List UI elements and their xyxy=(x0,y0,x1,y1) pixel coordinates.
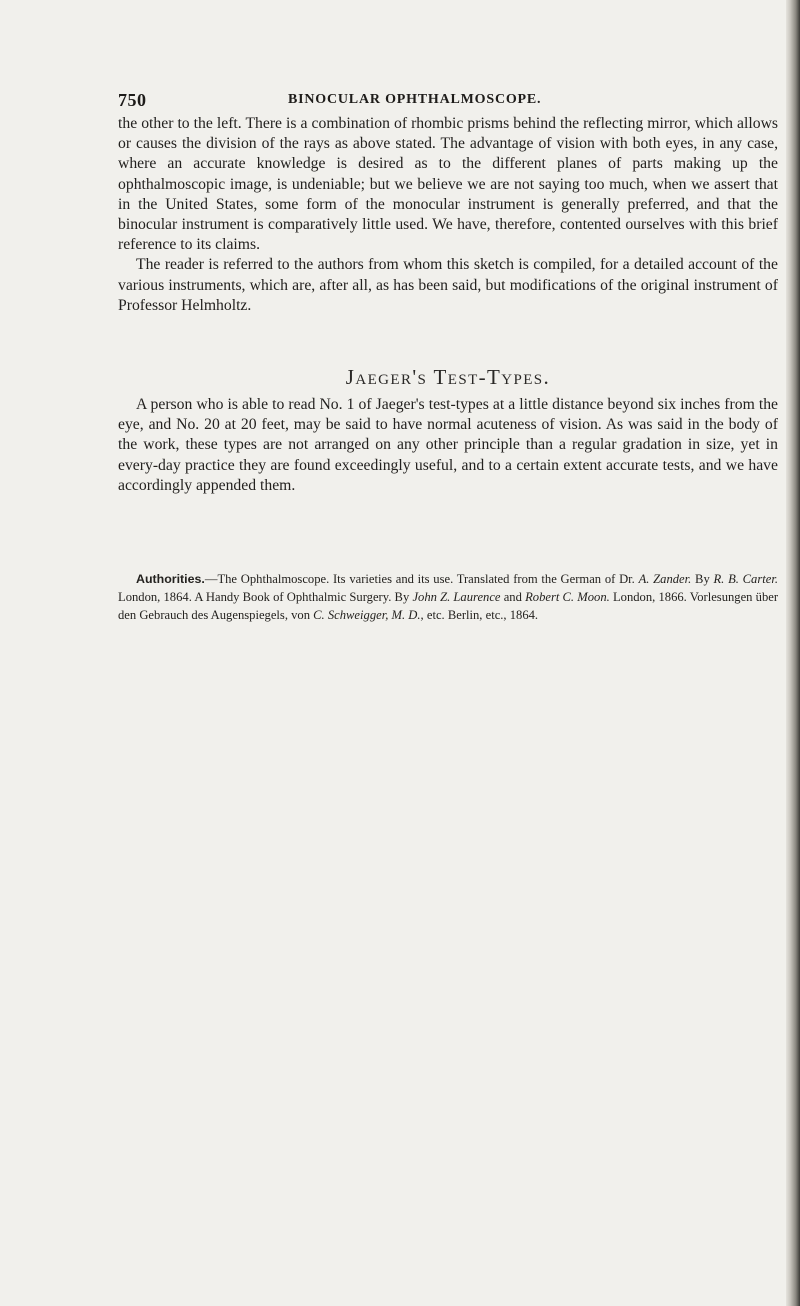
authorities-paragraph xyxy=(118,571,778,624)
page-edge-shadow xyxy=(786,0,800,1306)
paragraph-test-types: A person who is able to read No. 1 of Jaeger's test-types at a little distance beyond six inches from the eye, and No. 20 at 20 feet, may be said to have normal acuteness of vision. As was said in the body of the work, these types are not arranged on any other principle than a regular gradation in size, yet in every-day practice they are found exceedingly useful, and to a certain extent accurate tests, and we have accordingly appended them. xyxy=(118,396,778,494)
running-head xyxy=(118,90,778,114)
authorities-text: —The Ophthalmoscope. Its varieties and its use. Translated from the German of Dr. xyxy=(204,572,639,586)
authorities-text: By xyxy=(691,572,714,586)
author-name: A. Zander. xyxy=(638,572,692,586)
authorities-text: etc. Berlin, etc., 1864. xyxy=(423,607,539,622)
paragraph-continuation: the other to the left. There is a combination of rhombic prisms behind the reflecting mirror, which allows or causes the division of the rays as above stated. The advantage of vision with both eyes, in any case, where an accurate knowledge is desired as to the different planes of parts making up the ophthalmoscopic image, is undeniable; but we believe we are not saying too much, when we assert that in the United States, some form of the monocular instrument is generally preferred, and that the binocular instrument is comparatively little used. We have, therefore, contented ourselves with this brief reference to its claims. xyxy=(118,115,778,254)
authorities-text: and xyxy=(500,589,526,604)
author-name: R. B. Carter. xyxy=(713,572,778,586)
section-heading: Jaeger's Test-Types. xyxy=(345,365,551,389)
authorities-text: London, 1864. A Handy Book of Ophthalmic Surgery. By xyxy=(118,589,413,604)
authorities-note xyxy=(118,571,778,624)
paragraph-group-1 xyxy=(118,114,778,316)
authorities-label: Authorities. xyxy=(136,572,205,586)
running-head-title: BINOCULAR OPHTHALMOSCOPE. xyxy=(288,92,542,107)
author-name: Robert C. Moon. xyxy=(525,589,610,604)
paragraph-reader-reference: The reader is referred to the authors from whom this sketch is compiled, for a detailed account of the various instruments, which are, after all, as has been said, but modifications of the original instrument of Professor Helmholtz. xyxy=(118,256,778,314)
author-name: John Z. Laurence xyxy=(412,589,501,604)
page-number: 750 xyxy=(118,90,147,110)
authorities-text: London, 1866. Vorlesungen über den Gebrauch des Augenspiegels, von xyxy=(118,589,779,622)
author-name: C. Schweigger, M. D., xyxy=(313,607,424,622)
paragraph-group-2 xyxy=(118,395,778,496)
